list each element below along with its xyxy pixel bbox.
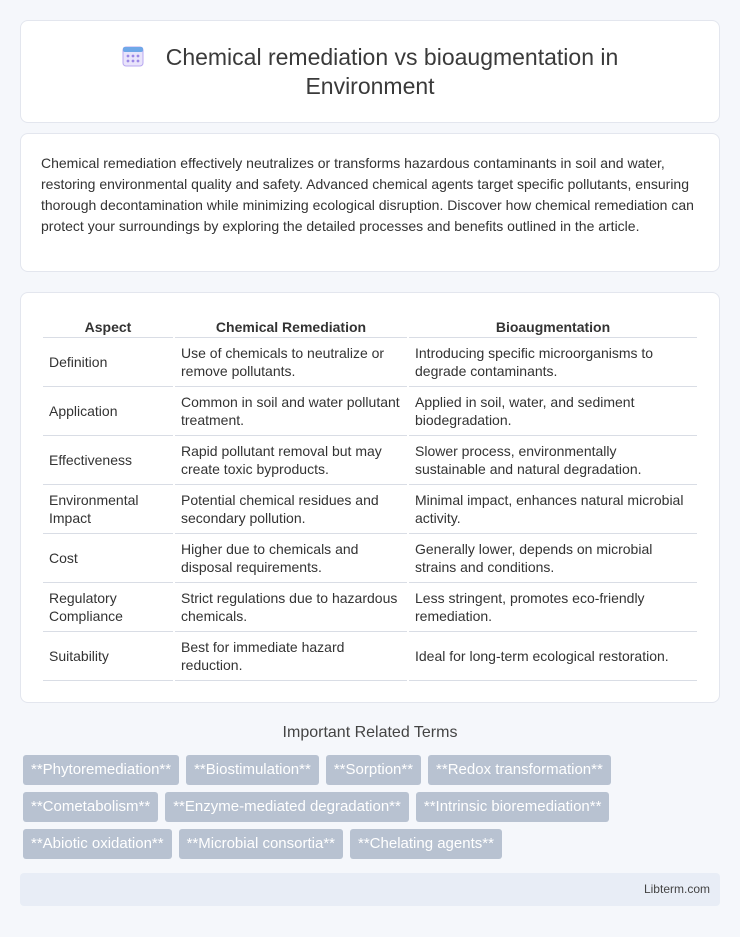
- tag-phytoremediation[interactable]: **Phytoremediation**: [23, 755, 179, 785]
- header-aspect: Aspect: [43, 314, 173, 338]
- chemical-cell: Use of chemicals to neutralize or remove pollutants.: [175, 338, 407, 387]
- aspect-cell: Application: [43, 387, 173, 436]
- table-row: [43, 436, 697, 485]
- chemical-cell: Strict regulations due to hazardous chemicals.: [175, 583, 407, 632]
- bio-cell: Applied in soil, water, and sediment biodegradation.: [409, 387, 697, 436]
- related-terms-heading: Important Related Terms: [282, 724, 458, 741]
- header-bio: Bioaugmentation: [409, 314, 697, 338]
- table-row: [43, 338, 697, 387]
- chemical-cell: Higher due to chemicals and disposal requirements.: [175, 534, 407, 583]
- aspect-cell: Cost: [43, 534, 173, 583]
- table-row: [43, 387, 697, 436]
- aspect-cell: Effectiveness: [43, 436, 173, 485]
- tag-row: [23, 792, 723, 822]
- bio-cell: Ideal for long-term ecological restoration.: [409, 632, 697, 681]
- intro-card: [20, 133, 720, 272]
- related-terms-list: [23, 755, 723, 866]
- intro-paragraph: Chemical remediation effectively neutralizes or transforms hazardous contaminants in soil and water, restoring environmental quality and safety. Advanced chemical agents target specific pollutants, ensuring thorough decontamination while minimizing ecological disruption. Discover how chemical remediation can protect your surroundings by exploring the detailed processes and benefits outlined in the article.: [41, 155, 694, 234]
- bio-cell: Minimal impact, enhances natural microbial activity.: [409, 485, 697, 534]
- chemical-cell: Rapid pollutant removal but may create toxic byproducts.: [175, 436, 407, 485]
- tag-cometabolism[interactable]: **Cometabolism**: [23, 792, 158, 822]
- tag-intrinsic-bioremediation[interactable]: **Intrinsic bioremediation**: [416, 792, 610, 822]
- tag-chelating-agents[interactable]: **Chelating agents**: [350, 829, 502, 859]
- table-row: [43, 485, 697, 534]
- comparison-card: [20, 292, 720, 703]
- bio-cell: Less stringent, promotes eco-friendly remediation.: [409, 583, 697, 632]
- bio-cell: Introducing specific microorganisms to degrade contaminants.: [409, 338, 697, 387]
- chemical-cell: Potential chemical residues and secondary pollution.: [175, 485, 407, 534]
- tag-sorption[interactable]: **Sorption**: [326, 755, 421, 785]
- comparison-table: [41, 314, 699, 681]
- tag-abiotic-oxidation[interactable]: **Abiotic oxidation**: [23, 829, 172, 859]
- table-row: [43, 583, 697, 632]
- footer: [20, 873, 720, 906]
- tag-microbial-consortia[interactable]: **Microbial consortia**: [179, 829, 343, 859]
- table-row: [43, 632, 697, 681]
- page-title: [21, 43, 719, 101]
- chemical-cell: Common in soil and water pollutant treatment.: [175, 387, 407, 436]
- aspect-cell: Regulatory Compliance: [43, 583, 173, 632]
- chemical-cell: Best for immediate hazard reduction.: [175, 632, 407, 681]
- table-row: [43, 534, 697, 583]
- header-chemical: Chemical Remediation: [175, 314, 407, 338]
- tag-row: [23, 829, 723, 859]
- tag-row: [23, 755, 723, 785]
- bio-cell: Slower process, environmentally sustainable and natural degradation.: [409, 436, 697, 485]
- aspect-cell: Environmental Impact: [43, 485, 173, 534]
- title-line-1: Chemical remediation vs bioaugmentation in: [165, 44, 619, 70]
- tag-biostimulation[interactable]: **Biostimulation**: [186, 755, 319, 785]
- calendar-icon: [122, 45, 144, 67]
- title-line-2: Environment: [305, 73, 435, 99]
- tag-enzyme-mediated-degradation[interactable]: **Enzyme-mediated degradation**: [165, 792, 409, 822]
- aspect-cell: Suitability: [43, 632, 173, 681]
- tag-redox-transformation[interactable]: **Redox transformation**: [428, 755, 611, 785]
- title-card: [20, 20, 720, 123]
- bio-cell: Generally lower, depends on microbial strains and conditions.: [409, 534, 697, 583]
- footer-brand-link[interactable]: Libterm.com: [643, 882, 710, 896]
- table-header-row: [43, 314, 697, 338]
- aspect-cell: Definition: [43, 338, 173, 387]
